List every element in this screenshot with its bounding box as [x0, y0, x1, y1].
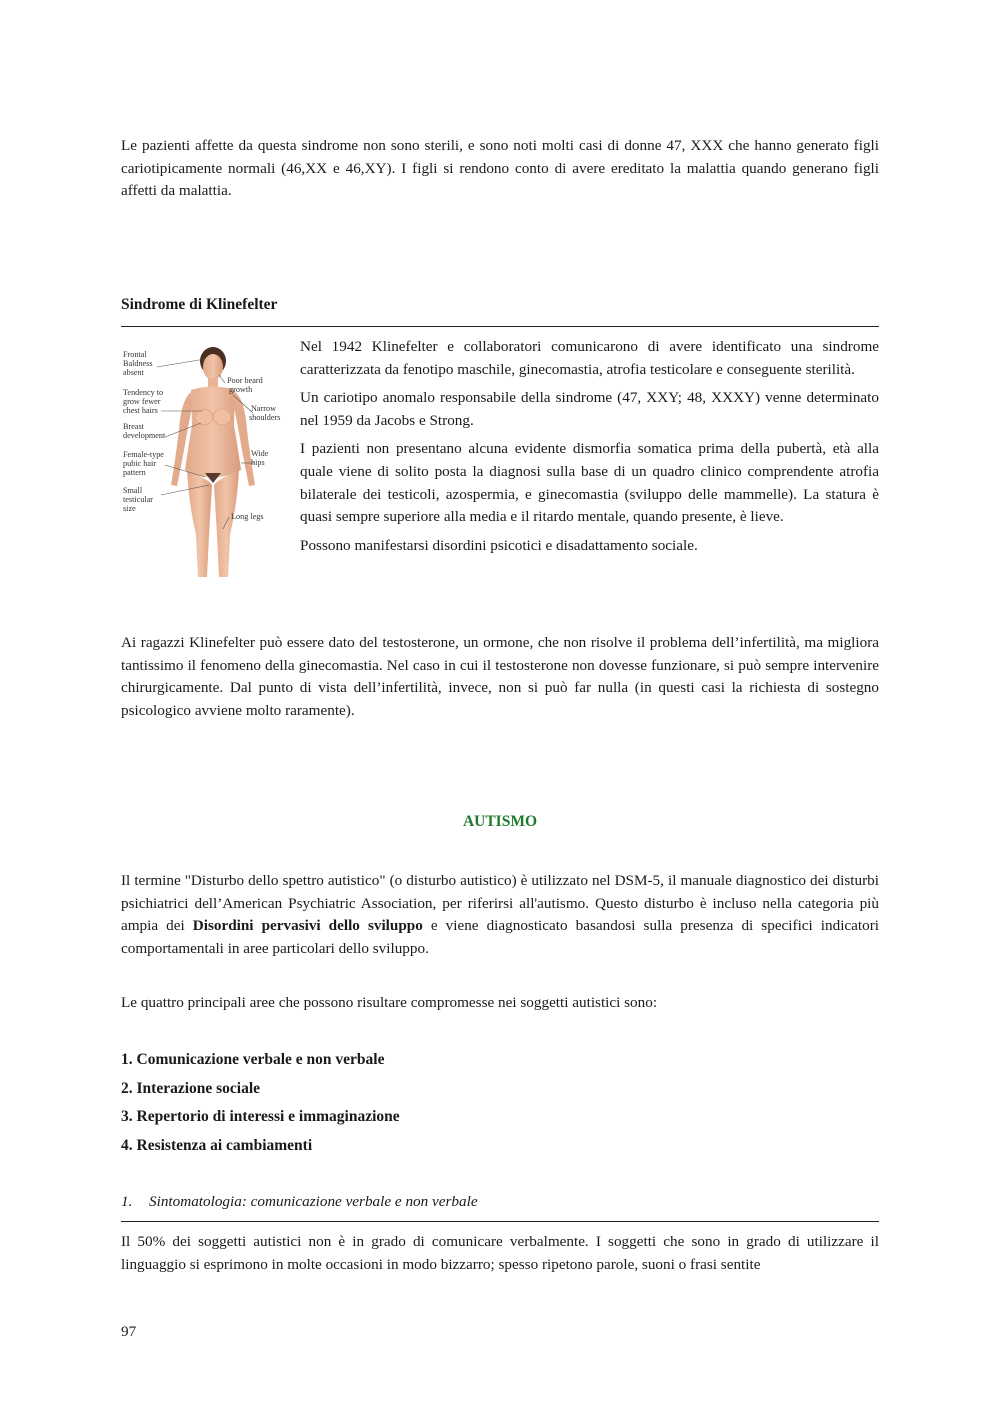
label-legs: Long legs — [231, 512, 264, 521]
label-shoulders-2: shoulders — [249, 413, 281, 422]
klinefelter-text — [300, 336, 879, 563]
intro-paragraph: Le pazienti affette da questa sindrome non sono sterili, e sono noti molti casi di donne 47, XXX che hanno generato figli cariotipicamente normali (46,XX e 46,XY). I figli si rendono conto di avere ereditato la malattia quando generano figli affetti da malattia. — [121, 137, 879, 200]
label-pubic-2: pubic hair — [123, 459, 156, 468]
subsection-paragraph: Il 50% dei soggetti autistici non è in grado di comunicare verbalmente. I soggetti che sono in grado di utilizzare il linguaggio si esprimono in molte occasioni in modo bizzarro; spesso ripetono parole, suoni o frasi sentite — [121, 1233, 879, 1273]
label-beard-1: Poor beard — [227, 376, 263, 385]
breast-left-shape — [195, 409, 213, 425]
areas-intro: Le quattro principali aree che possono risultare compromesse nei soggetti autistici sono: — [121, 994, 658, 1011]
label-frontal-3: absent — [123, 368, 144, 377]
autismo-intro-paragraph — [121, 870, 879, 960]
page-number: 97 — [121, 1323, 137, 1340]
label-testicular-1: Small — [123, 486, 143, 495]
body-illustration — [121, 345, 281, 585]
label-testicular-2: testicular — [123, 495, 154, 504]
klinefelter-paragraph: Possono manifestarsi disordini psicotici e disadattamento sociale. — [300, 536, 698, 554]
klinefelter-paragraph: Nel 1942 Klinefelter e collaboratori comunicarono di avere identificato una sindrome caratterizzata da fenotipo maschile, ginecomastia, atrofia testicolare e conseguente sterilità. — [300, 338, 879, 378]
label-beard-2: growth — [229, 385, 253, 394]
autismo-intro-text: Il termine "Disturbo dello spettro autistico" (o disturbo autistico) è utilizzato nel DSM-5, il manuale diagnostico dei disturbi psichiatrici dell’American Psychiatric Association, per riferirsi all'autismo. Questo disturbo è incluso nella categoria più ampia dei — [121, 872, 879, 935]
subsection-divider — [121, 1221, 879, 1222]
label-frontal-2: Baldness — [123, 359, 153, 368]
label-pubic-1: Female-type — [123, 450, 164, 459]
label-tendency-3: chest hairs — [123, 406, 158, 415]
label-hips-2: hips — [251, 458, 265, 467]
label-frontal-1: Frontal — [123, 350, 147, 359]
label-breast-2: development — [123, 431, 166, 440]
subsection-heading — [121, 1193, 478, 1211]
klinefelter-paragraph: I pazienti non presentano alcuna evidente dismorfia somatica prima della pubertà, età alla quale viene di solito posta la diagnosi sulla base di un quadro clinico comprendente atrofia bilaterale dei testicoli, azospermia, e ginecomastia (sviluppo delle mammelle). La statura è quasi sempre superiore alla media e il ritardo mentale, quando presente, è lieve. — [300, 440, 879, 526]
klinefelter-heading: Sindrome di Klinefelter — [121, 296, 278, 313]
label-shoulders-1: Narrow — [251, 404, 277, 413]
list-item: 1. Comunicazione verbale e non verbale — [121, 1051, 385, 1068]
label-tendency-2: grow fewer — [123, 397, 161, 406]
list-item: 2. Interazione sociale — [121, 1079, 261, 1097]
autismo-intro-bold: Disordini pervasivi dello sviluppo — [192, 917, 423, 935]
klinefelter-treatment-paragraph: Ai ragazzi Klinefelter può essere dato del testosterone, un ormone, che non risolve il problema dell’infertilità, ma migliora tantissimo il fenomeno della ginecomastia. Nel caso in cui il testosterone non dovesse funzionare, si può sempre intervenire chirurgicamente. Dal punto di vista dell’infertilità, invece, non si può far nulla (in questi casi la richiesta di sostegno psicologico avviene molto raramente). — [121, 634, 879, 719]
breast-right-shape — [213, 409, 231, 425]
areas-list — [121, 1049, 879, 1163]
klinefelter-paragraph: Un cariotipo anomalo responsabile della sindrome (47, XXY; 48, XXXY) venne determinato nel 1959 da Jacobs e Strong. — [300, 389, 879, 429]
list-item: 4. Resistenza ai cambiamenti — [121, 1136, 313, 1154]
klinefelter-figure — [121, 345, 281, 585]
leg-right-shape — [214, 470, 239, 577]
label-tendency-1: Tendency to — [123, 388, 164, 397]
autismo-heading: AUTISMO — [462, 813, 538, 830]
leg-left-shape — [187, 470, 212, 577]
list-item: 3. Repertorio di interessi e immaginazione — [121, 1108, 400, 1126]
label-hips-1: Wide — [251, 449, 269, 458]
label-breast-1: Breast — [123, 422, 144, 431]
torso-shape — [185, 387, 241, 478]
autismo-intro-text-end: e viene diagnosticato basandosi sulla presenza di specifici indicatori comportamentali in aree particolari dello sviluppo. — [121, 917, 879, 957]
label-testicular-3: size — [123, 504, 136, 513]
label-pubic-3: pattern — [123, 468, 146, 477]
section-divider — [121, 326, 879, 327]
subsection-title: Sintomatologia: comunicazione verbale e non verbale — [149, 1193, 478, 1210]
subsection-number: 1. — [121, 1193, 133, 1210]
